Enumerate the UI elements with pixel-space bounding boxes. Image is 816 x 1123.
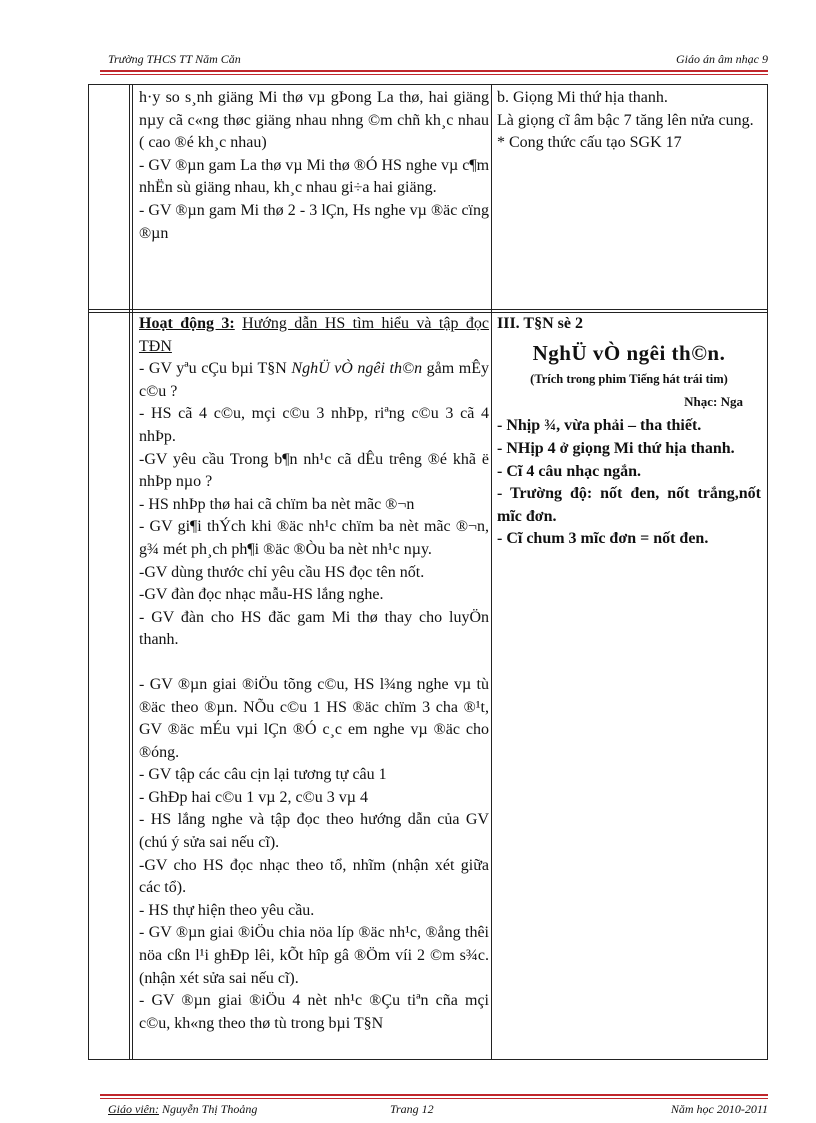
row2-activity-line: - GV đàn cho HS đăc gam Mi thø thay cho luyÖn thanh. — [139, 608, 489, 649]
row1-notes-cell — [497, 87, 761, 155]
row1-activity-line: - GV ®µn gam La thø vµ Mi thø ®Ó HS nghe vµ c¶m nhËn sù giäng nhau, kh¸c nhau gi÷a hai giäng. — [139, 156, 490, 197]
row2-activity-cell — [139, 313, 489, 1035]
activity-heading — [139, 313, 489, 358]
song-title: NghÜ vÒ ngêi th©n. — [532, 340, 726, 365]
row1-note-line: * Cong thức cấu tạo SGK 17 — [497, 134, 682, 152]
row2-activity-line: - HS thự hiện theo yêu cầu. — [139, 901, 315, 919]
activity-heading-text: Hướng dẫn HS tìm hiểu và tập đọc TĐN — [139, 315, 489, 355]
song-note-line: - Cĩ 4 câu nhạc ngắn. — [497, 462, 642, 480]
row2-activity-line: - HS nhÞp thø hai cã chïm ba nèt mãc ®¬n — [139, 495, 415, 513]
activity-intro-suffix: gåm mÊy c©u ? — [139, 360, 490, 400]
activity-intro-prefix: - GV yªu cÇu bµi T§N — [139, 360, 292, 378]
song-source: (Trích trong phim Tiếng hát trái tim) — [530, 372, 728, 387]
activity-intro — [139, 358, 489, 403]
row2-activity-line: - GV ®µn giai ®iÖu chia nöa líp ®äc nh¹c, ®ång thêi nöa cßn l¹i ghÐp lêi, kÕt hîp gâ ®Öm víi 2 ©m s¾c. (nhận xét sửa sai nếu cĩ). — [139, 924, 489, 987]
page-number: Trang 12 — [390, 1102, 434, 1116]
subject-title: Giáo án âm nhạc 9 — [676, 52, 768, 66]
row2-activity-line: - GV tập các câu cịn lại tương tự câu 1 — [139, 766, 387, 784]
row2-activity-line: -GV dùng thước chỉ yêu cầu HS đọc tên nốt. — [139, 563, 425, 581]
row1-activity-cell — [139, 87, 489, 245]
row2-activity-line: - GV gi¶i thÝch khi ®äc nh¹c chïm ba nèt mãc ®¬n, g¾ mét ph¸ch ph¶i ®äc ®Òu ba nèt nh¹c nµy. — [139, 518, 489, 558]
row2-notes-cell — [497, 313, 761, 551]
column-divider — [129, 85, 130, 1059]
song-note-line: - Nhịp ¾, vừa phải – tha thiết. — [497, 417, 702, 435]
row2-activity-line: -GV yêu cầu Trong b¶n nh¹c cã dÊu trêng ®é khã ë nhÞp nµo ? — [139, 450, 489, 491]
activity-heading-label: Hoạt động 3: — [139, 315, 235, 332]
song-note-line: - NHịp 4 ở giọng Mi thứ hịa thanh. — [497, 439, 735, 457]
school-name: Trường THCS TT Năm Căn — [108, 52, 241, 66]
school-year: Năm học 2010-2011 — [670, 1102, 768, 1116]
page-footer — [100, 1102, 768, 1120]
teacher-label: Giáo viên: — [108, 1102, 159, 1116]
row2-activity-line: - GhÐp hai c©u 1 vµ 2, c©u 3 vµ 4 — [139, 788, 368, 806]
lesson-table — [88, 84, 768, 1060]
row2-activity-line: - HS lắng nghe và tập đọc theo hướng dẫn của GV (chú ý sửa sai nếu cĩ). — [139, 811, 489, 852]
row1-activity-line: - GV ®µn gam Mi thø 2 - 3 lÇn, Hs nghe vµ ®äc cïng ®µn — [139, 201, 489, 242]
song-notes — [497, 415, 761, 551]
footer-rule — [100, 1094, 768, 1099]
header-rule — [100, 70, 768, 75]
song-composer: Nhạc: Nga — [684, 393, 743, 409]
page-header — [100, 50, 768, 72]
row2-activity-line: -GV cho HS đọc nhạc theo tổ, nhĩm (nhận xét giữa các tổ). — [139, 856, 489, 897]
spacer — [139, 652, 489, 674]
row1-note-line: b. Giọng Mi thứ hịa thanh. — [497, 89, 668, 106]
teacher-name: Nguyễn Thị Thoảng — [158, 1102, 258, 1116]
song-note-line: - Cĩ chum 3 mĩc đơn = nốt đen. — [497, 530, 709, 548]
teacher — [108, 1102, 257, 1117]
activity-intro-song: NghÜ vÒ ngêi th©n — [291, 360, 423, 378]
row-divider — [89, 309, 767, 310]
column-divider — [491, 85, 492, 1059]
row2-activity-line: -GV đàn đọc nhạc mẫu-HS lắng nghe. — [139, 586, 384, 604]
row2-activity-line: - GV ®µn giai ®iÖu 4 nèt nh¹c ®Çu tiªn cña mçi c©u, kh«ng theo thø tù trong bµi T§N — [139, 992, 489, 1032]
row2-activity-line: - HS cã 4 c©u, mçi c©u 3 nhÞp, riªng c©u 3 cã 4 nhÞp. — [139, 405, 489, 445]
row1-note-line: Là giọng cĩ âm bậc 7 tăng lên nửa cung. — [497, 111, 754, 129]
song-note-line: - Trường độ: nốt đen, nốt trắng,nốt mĩc đơn. — [497, 485, 761, 525]
row1-activity-line: h·y so s¸nh giäng Mi thø vµ gÞong La thø, hai giäng nµy cã c«ng thøc giäng nhau nhng ©m chñ kh¸c nhau ( cao ®é kh¸c nhau) — [139, 89, 489, 152]
section-title: III. T§N sè 2 — [497, 315, 583, 332]
row2-activity-line: - GV ®µn giai ®iÖu tõng c©u, HS l¾ng nghe vµ tù ®äc theo ®µn. NÕu c©u 1 HS ®äc chïm 3 cha ®¹t, GV ®äc mÉu vµi lÇn ®Ó c¸c em nghe vµ ®äc cho ®óng. — [139, 675, 489, 761]
